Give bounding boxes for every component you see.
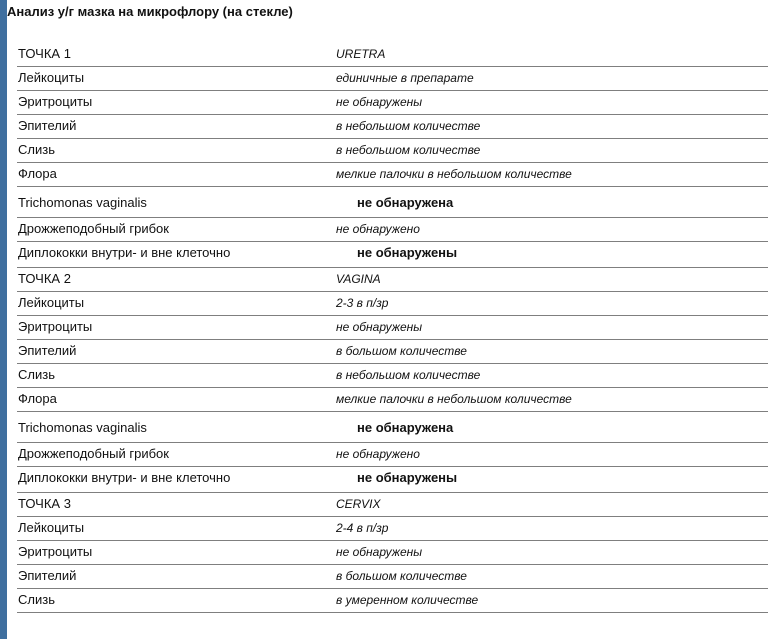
table-row [17,517,768,541]
row-value: мелкие палочки в небольшом количестве [336,167,572,181]
table-row [17,218,768,242]
row-value: в большом количестве [336,344,467,358]
row-value: не обнаружены [357,470,458,485]
section-label: ТОЧКА 3 [18,496,71,511]
row-label: Эпителий [18,118,77,133]
section-label: ТОЧКА 2 [18,271,71,286]
row-value: не обнаружена [357,420,454,435]
row-value: в небольшом количестве [336,368,481,382]
table-row [17,316,768,340]
section-sample-site: VAGINA [336,272,381,286]
table-row [17,187,768,218]
row-value: не обнаружено [336,222,420,236]
row-label: Эритроциты [18,319,93,334]
row-label: Эпителий [18,343,77,358]
table-row [17,565,768,589]
row-label: Trichomonas vaginalis [18,195,147,210]
section-sample-site: URETRA [336,47,386,61]
table-row [17,115,768,139]
table-row [17,388,768,412]
row-label: Эпителий [18,568,77,583]
section-header-point-2 [17,268,768,292]
table-row [17,242,768,268]
table-row [17,589,768,613]
row-label: Эритроциты [18,94,93,109]
table-row [17,364,768,388]
row-label: Слизь [18,592,55,607]
table-row [17,412,768,443]
row-value: не обнаружены [336,95,423,109]
table-row [17,163,768,187]
section-header-point-3 [17,493,768,517]
results-table [17,43,768,613]
row-value: мелкие палочки в небольшом количестве [336,392,572,406]
section-label: ТОЧКА 1 [18,46,71,61]
row-label: Дрожжеподобный грибок [18,446,169,461]
row-label: Слизь [18,367,55,382]
section-sample-site: CERVIX [336,497,381,511]
row-value: единичные в препарате [336,71,474,85]
row-value: 2-4 в п/зр [336,521,389,535]
left-accent-bar [0,0,7,639]
row-label: Флора [18,166,57,181]
table-row [17,139,768,163]
row-value: не обнаружено [336,447,420,461]
row-label: Диплококки внутри- и вне клеточно [18,470,231,485]
table-row [17,541,768,565]
table-row [17,340,768,364]
table-row [17,292,768,316]
row-label: Лейкоциты [18,70,85,85]
row-label: Флора [18,391,57,406]
row-value: 2-3 в п/зр [336,296,389,310]
row-value: не обнаружена [357,195,454,210]
table-row [17,443,768,467]
table-row [17,91,768,115]
table-row [17,467,768,493]
row-label: Дрожжеподобный грибок [18,221,169,236]
row-value: не обнаружены [336,320,423,334]
row-value: в небольшом количестве [336,143,481,157]
page-title: Анализ у/г мазка на микрофлору (на стекле) [7,4,293,19]
row-value: не обнаружены [336,545,423,559]
row-value: в большом количестве [336,569,467,583]
row-label: Диплококки внутри- и вне клеточно [18,245,231,260]
row-value: в умеренном количестве [336,593,479,607]
row-label: Эритроциты [18,544,93,559]
section-header-point-1 [17,43,768,67]
table-row [17,67,768,91]
row-value: не обнаружены [357,245,458,260]
row-label: Лейкоциты [18,295,85,310]
row-value: в небольшом количестве [336,119,481,133]
row-label: Trichomonas vaginalis [18,420,147,435]
row-label: Лейкоциты [18,520,85,535]
row-label: Слизь [18,142,55,157]
